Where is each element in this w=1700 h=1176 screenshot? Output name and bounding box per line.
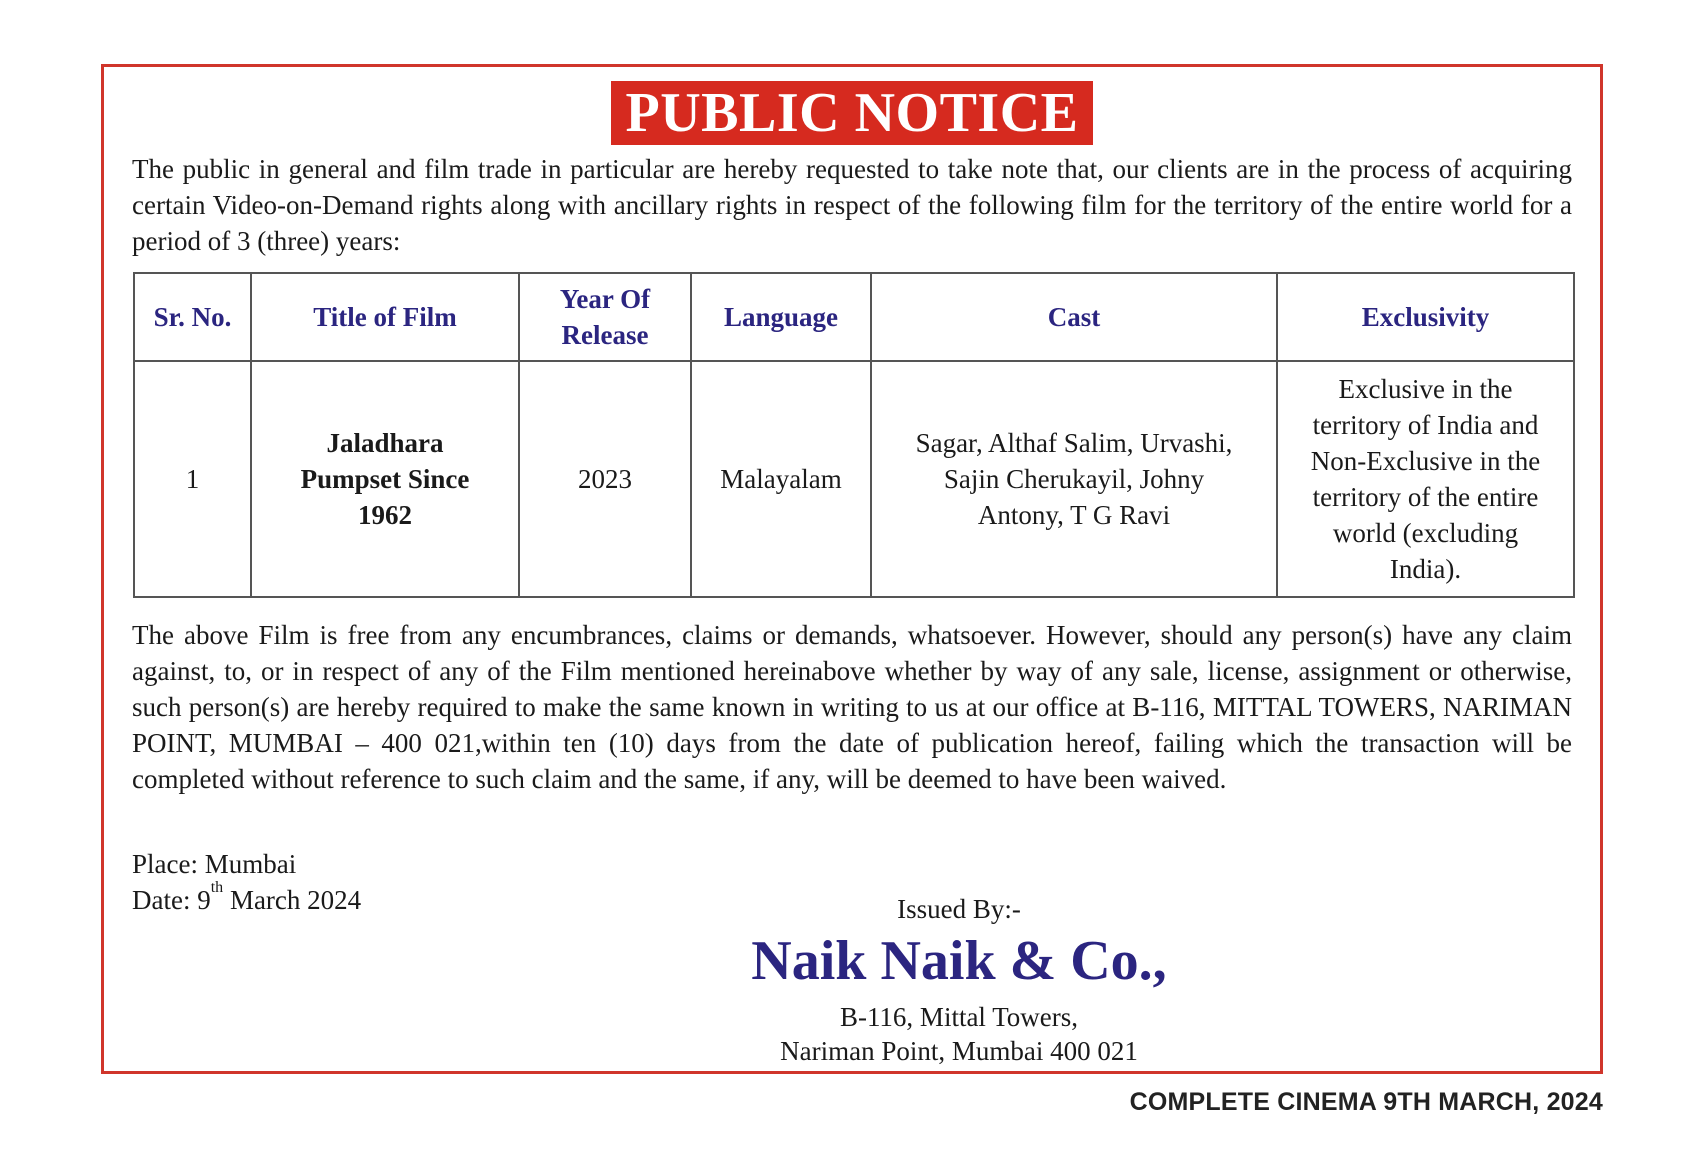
issued-by: Issued By:- — [897, 894, 1021, 924]
title-wrap — [104, 81, 1600, 145]
notice-title: PUBLIC NOTICE — [611, 81, 1092, 145]
cell-title-text: Jaladhara Pumpset Since 1962 — [300, 428, 470, 530]
cell-title — [251, 361, 519, 597]
body-paragraph: The above Film is free from any encumbrances, claims or demands, whatsoever. However, should any person(s) have any claim against, to, or in respect of any of the Film mentioned hereinabove whether by way of any sale, license, assignment or otherwise, such person(s) are hereby required to make the same known in writing to us at our office at B-116, MITTAL TOWERS, NARIMAN POINT, MUMBAI – 400 021,within ten (10) days from the date of publication hereof, failing which the transaction will be completed without reference to such claim and the same, if any, will be deemed to have been waived. — [132, 620, 1572, 794]
date-superscript: th — [210, 879, 224, 896]
date-prefix: Date: 9 — [132, 885, 211, 915]
header-cast: Cast — [871, 273, 1277, 361]
film-table — [133, 272, 1575, 598]
address-line-2: Nariman Point, Mumbai 400 021 — [780, 1036, 1138, 1066]
header-language: Language — [691, 273, 871, 361]
cell-exclusivity — [1277, 361, 1574, 597]
cell-sr-no: 1 — [134, 361, 251, 597]
header-year-line2: Release — [561, 320, 649, 350]
intro-paragraph: The public in general and film trade in particular are hereby requested to take note that, our clients are in the process of acquiring certain Video-on-Demand rights along with ancillary rights in respect of the following film for the territory of the entire world for a period of 3 (three) years: — [132, 154, 1572, 256]
table-row — [134, 361, 1574, 597]
cell-cast — [871, 361, 1277, 597]
header-exclusivity: Exclusivity — [1277, 273, 1574, 361]
header-sr-no: Sr. No. — [134, 273, 251, 361]
table-header-row — [134, 273, 1574, 361]
header-title: Title of Film — [251, 273, 519, 361]
public-notice-box — [101, 64, 1603, 1074]
date-suffix: March 2024 — [223, 885, 362, 915]
header-year-line1: Year Of — [559, 284, 651, 314]
publication-footer: COMPLETE CINEMA 9TH MARCH, 2024 — [1129, 1088, 1603, 1116]
address-line-1: B-116, Mittal Towers, — [839, 1002, 1079, 1032]
cell-cast-text: Sagar, Althaf Salim, Urvashi, Sajin Cherukayil, Johny Antony, T G Ravi — [915, 428, 1233, 530]
firm-name: Naik Naik & Co., — [751, 930, 1167, 992]
cell-year: 2023 — [519, 361, 691, 597]
date-line — [132, 879, 362, 918]
place-line: Place: Mumbai — [132, 849, 297, 879]
cell-language: Malayalam — [691, 361, 871, 597]
cell-exclusivity-text: Exclusive in the territory of India and Non-Exclusive in the territory of the entire world (excluding India). — [1310, 374, 1541, 584]
header-year — [519, 273, 691, 361]
